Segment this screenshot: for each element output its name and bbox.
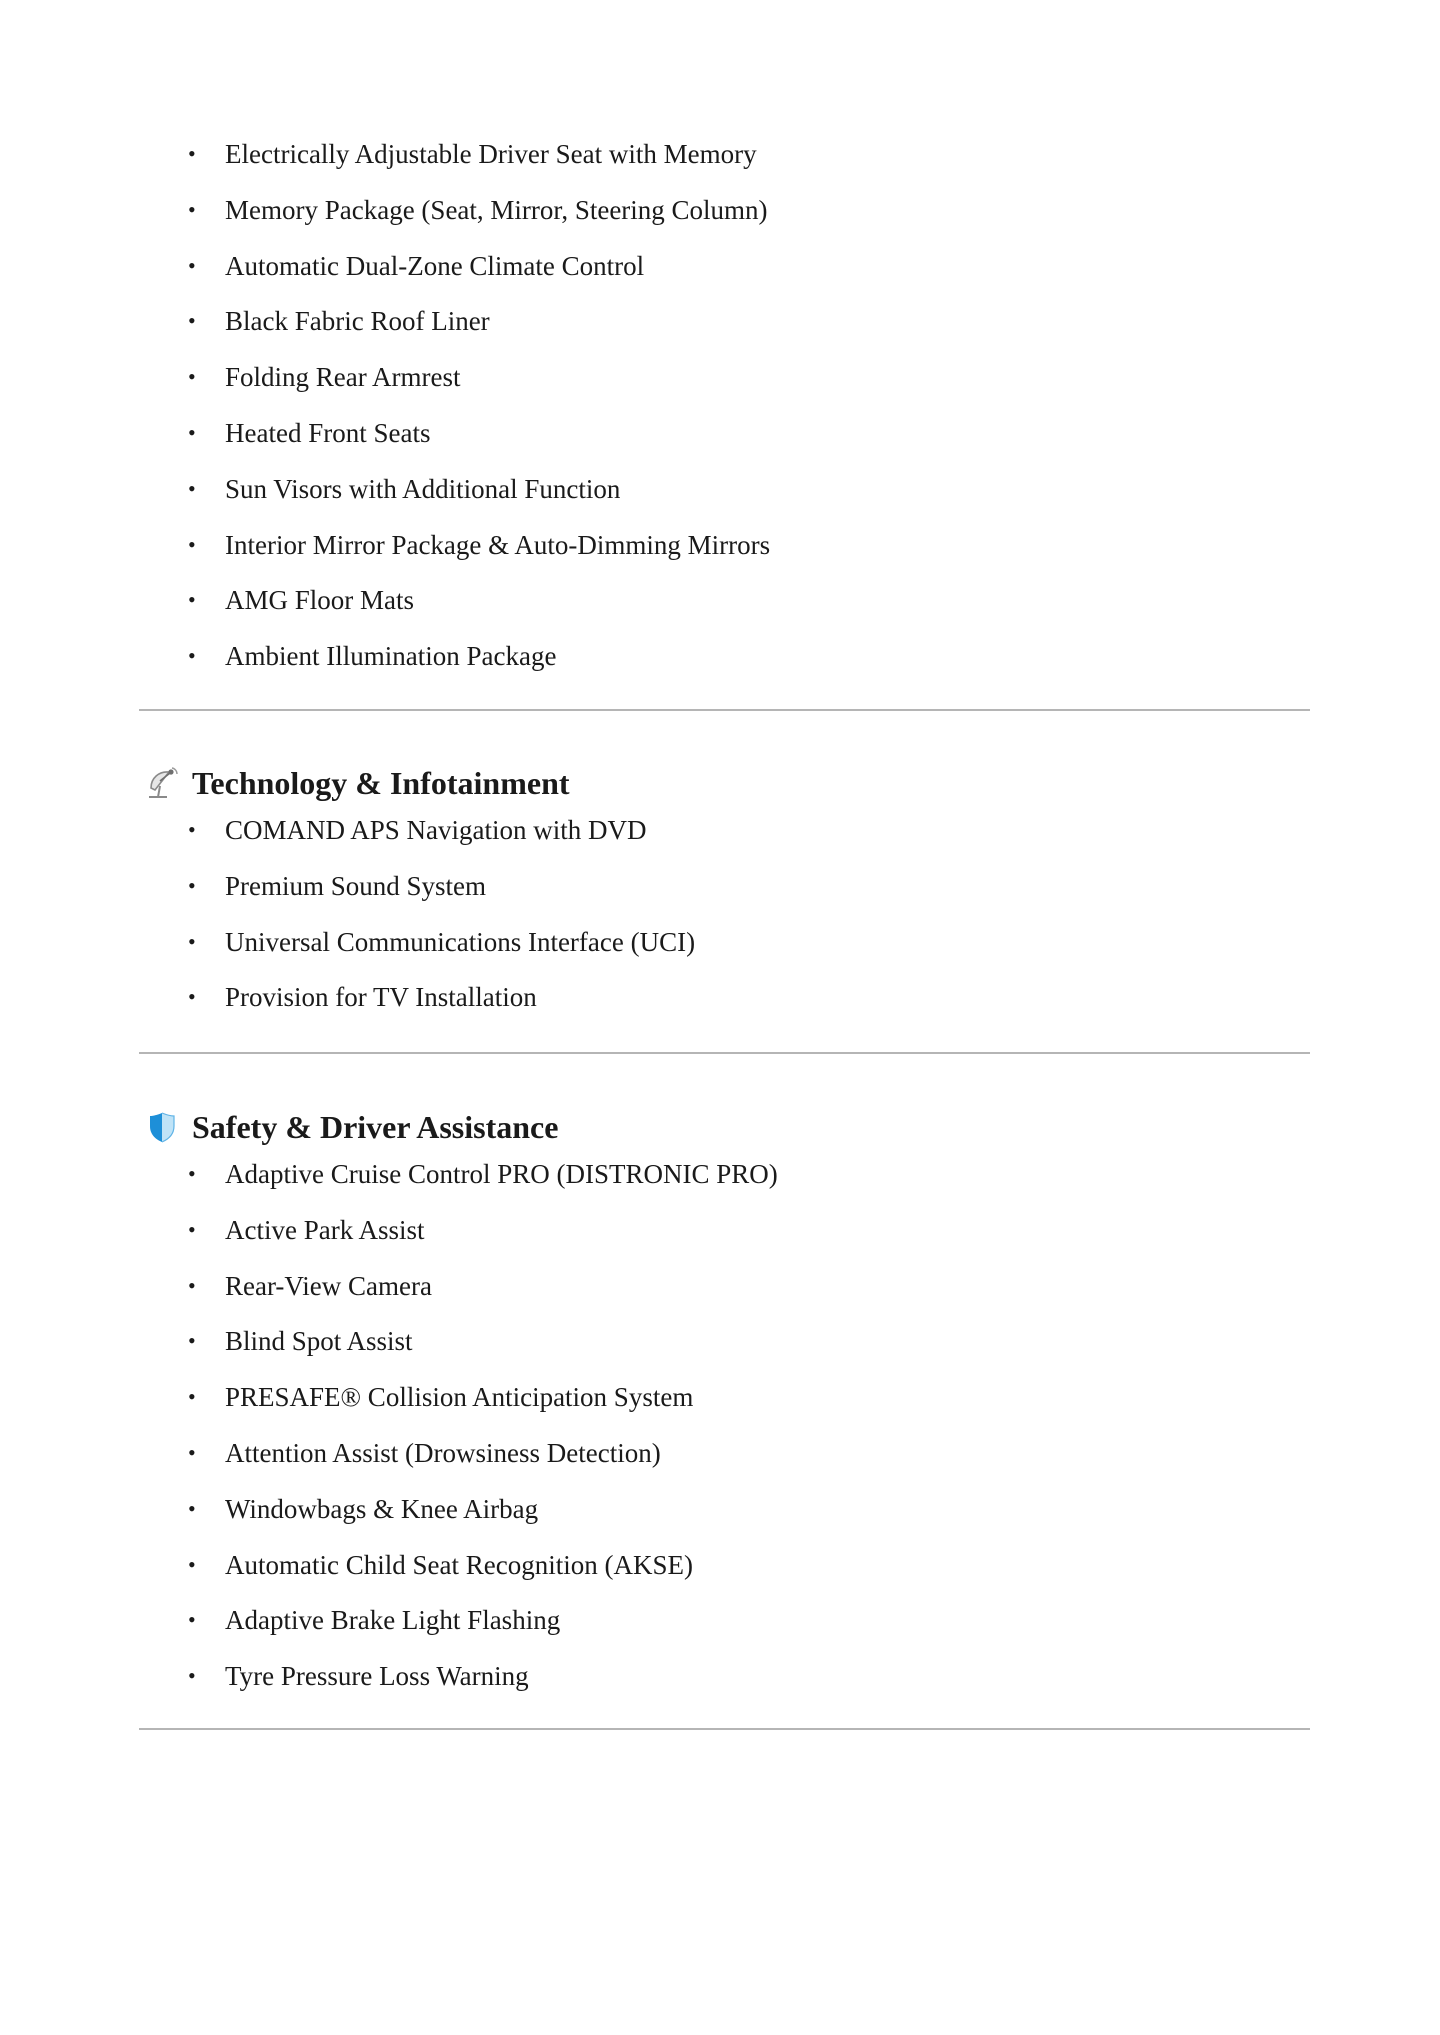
- bullet: •: [188, 141, 196, 166]
- list-item-text: AMG Floor Mats: [225, 585, 415, 616]
- bullet: •: [188, 643, 196, 669]
- list-item: [188, 194, 770, 250]
- list-item-text: PRESAFE® Collision Anticipation System: [225, 1382, 694, 1413]
- satellite-dish-icon: [145, 766, 179, 800]
- list-item-text: Memory Package (Seat, Mirror, Steering Column): [225, 194, 768, 225]
- interior-feature-list: [188, 138, 770, 696]
- list-item-text: Active Park Assist: [225, 1214, 425, 1245]
- section-divider: [139, 1728, 1310, 1730]
- list-item-text: Universal Communications Interface (UCI): [225, 926, 696, 957]
- list-item-text: Heated Front Seats: [225, 417, 431, 448]
- list-item: [188, 1325, 778, 1381]
- bullet: •: [188, 196, 196, 222]
- list-item-text: Attention Assist (Drowsiness Detection): [225, 1437, 661, 1468]
- bullet: •: [188, 1384, 196, 1410]
- list-item-text: Rear-View Camera: [225, 1270, 432, 1301]
- list-item-text: Windowbags & Knee Airbag: [225, 1493, 539, 1524]
- list-item: [188, 417, 770, 473]
- bullet: •: [188, 308, 196, 334]
- technology-feature-list: [188, 814, 695, 1037]
- bullet: •: [188, 531, 196, 557]
- section-divider: [139, 709, 1310, 711]
- bullet: •: [188, 1216, 196, 1242]
- list-item: [188, 1604, 778, 1660]
- bullet: •: [188, 1607, 196, 1633]
- list-item: [188, 1549, 778, 1605]
- list-item-text: Black Fabric Roof Liner: [225, 306, 490, 337]
- list-item: [188, 981, 695, 1037]
- section-heading-technology: [145, 763, 570, 803]
- list-item-text: Interior Mirror Package & Auto-Dimming Mirrors: [225, 529, 771, 560]
- list-item: [188, 138, 770, 194]
- bullet: •: [188, 1161, 196, 1186]
- list-item: [188, 1158, 778, 1214]
- bullet: •: [188, 252, 196, 278]
- list-item-text: Adaptive Brake Light Flashing: [225, 1605, 561, 1636]
- list-item-text: COMAND APS Navigation with DVD: [225, 815, 647, 845]
- list-item-text: Tyre Pressure Loss Warning: [225, 1661, 529, 1692]
- list-item-text: Electrically Adjustable Driver Seat with Memory: [225, 139, 757, 169]
- bullet: •: [188, 587, 196, 613]
- list-item-text: Ambient Illumination Package: [225, 641, 557, 672]
- safety-feature-list: [188, 1158, 778, 1716]
- list-item: [188, 640, 770, 696]
- bullet: •: [188, 1328, 196, 1354]
- list-item: [188, 1437, 778, 1493]
- bullet: •: [188, 475, 196, 501]
- list-item-text: Blind Spot Assist: [225, 1326, 413, 1357]
- list-item: [188, 250, 770, 306]
- list-item-text: Automatic Child Seat Recognition (AKSE): [225, 1549, 693, 1580]
- section-divider: [139, 1052, 1310, 1054]
- bullet: •: [188, 364, 196, 390]
- list-item-text: Folding Rear Armrest: [225, 362, 461, 393]
- bullet: •: [188, 1663, 196, 1689]
- list-item: [188, 1660, 778, 1716]
- list-item-text: Premium Sound System: [225, 870, 487, 901]
- bullet: •: [188, 984, 196, 1010]
- list-item: [188, 1381, 778, 1437]
- bullet: •: [188, 1495, 196, 1521]
- bullet: •: [188, 1272, 196, 1298]
- bullet: •: [188, 1551, 196, 1577]
- bullet: •: [188, 928, 196, 954]
- bullet: •: [188, 872, 196, 898]
- list-item-text: Adaptive Cruise Control PRO (DISTRONIC PRO): [225, 1159, 778, 1189]
- bullet: •: [188, 419, 196, 445]
- list-item: [188, 926, 695, 982]
- list-item: [188, 814, 695, 870]
- bullet: •: [188, 1439, 196, 1465]
- section-title: Safety & Driver Assistance: [192, 1109, 559, 1145]
- list-item: [188, 1214, 778, 1270]
- list-item: [188, 305, 770, 361]
- list-item-text: Sun Visors with Additional Function: [225, 473, 621, 504]
- list-item: [188, 529, 770, 585]
- bullet: •: [188, 817, 196, 842]
- section-title: Technology & Infotainment: [192, 765, 570, 801]
- list-item: [188, 1270, 778, 1326]
- list-item-text: Automatic Dual-Zone Climate Control: [225, 250, 645, 281]
- list-item: [188, 361, 770, 417]
- list-item: [188, 1493, 778, 1549]
- list-item: [188, 473, 770, 529]
- list-item: [188, 870, 695, 926]
- shield-icon: [145, 1110, 179, 1144]
- section-heading-safety: [145, 1107, 558, 1147]
- list-item-text: Provision for TV Installation: [225, 982, 537, 1013]
- list-item: [188, 584, 770, 640]
